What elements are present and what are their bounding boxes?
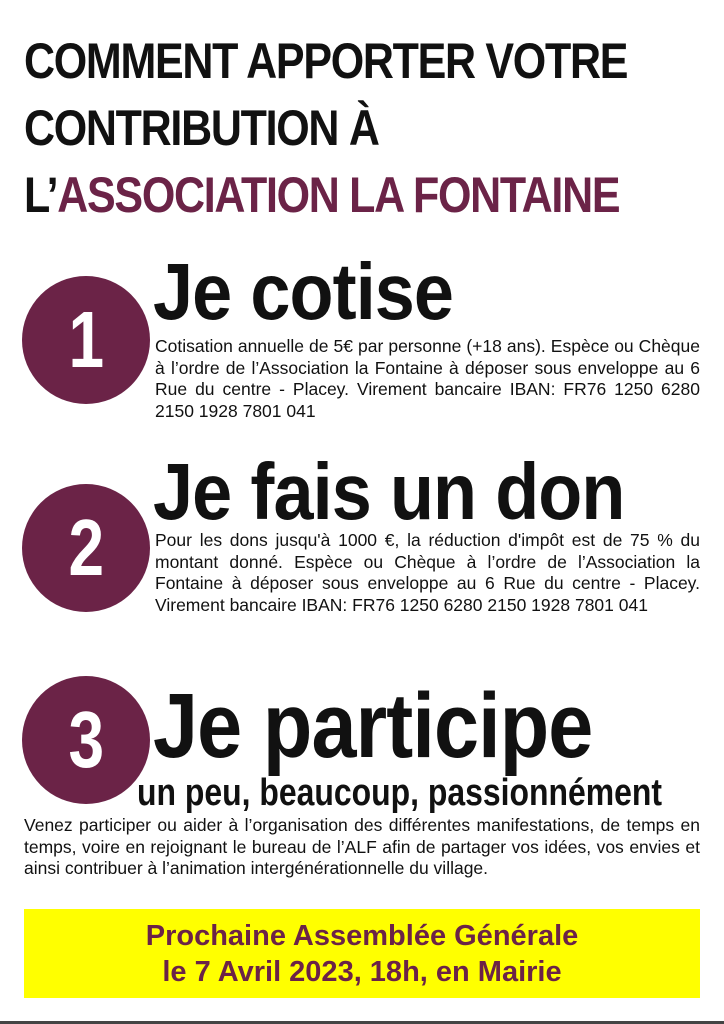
step-2-number: 2 (68, 503, 104, 592)
title-line-3 (24, 162, 620, 229)
step-3-badge (22, 676, 150, 804)
step-1-heading: Je cotise (153, 247, 454, 336)
banner-line-2: le 7 Avril 2023, 18h, en Mairie (162, 955, 562, 988)
step-1-text: Cotisation annuelle de 5€ par personne (+18 ans). Espèce ou Chèque à l’ordre de l’Association la Fontaine à déposer sous enveloppe au 6 Rue du centre - Placey. Virement bancaire IBAN: FR76 1250 6280 2150 1928 7801 041 (155, 336, 700, 421)
banner-line-1: Prochaine Assemblée Générale (145, 919, 579, 952)
step-3-text: Venez participer ou aider à l’organisation des différentes manifestations, de temps en temps, voire en rejoignant le bureau de l’ALF afin de partager vos idées, vos envies et ainsi contribuer à l’animation intergénérationnelle du village. (24, 815, 700, 878)
step-3-heading: Je participe (153, 675, 593, 777)
step-2-heading: Je fais un don (153, 447, 625, 536)
step-2-text: Pour les dons jusqu'à 1000 €, la réduction d'impôt est de 75 % du montant donné. Espèce ou Chèque à l’ordre de l’Association la Fontaine à déposer sous enveloppe au 6 Rue du centre - Placey. Virement bancaire IBAN: FR76 1250 6280 2150 1928 7801 041 (155, 530, 700, 615)
title-line-1: COMMENT APPORTER VOTRE (24, 33, 628, 89)
step-3-tagline: un peu, beaucoup, passionnément (137, 772, 662, 814)
general-assembly-banner (24, 909, 700, 998)
title-line-2: CONTRIBUTION À (24, 100, 379, 156)
step-2-badge (22, 484, 150, 612)
page-title (24, 28, 628, 229)
step-3-number: 3 (68, 695, 104, 784)
title-prefix: L’ (24, 167, 58, 223)
step-1-badge (22, 276, 150, 404)
step-1-number: 1 (68, 295, 104, 384)
association-name: ASSOCIATION LA FONTAINE (57, 167, 620, 223)
